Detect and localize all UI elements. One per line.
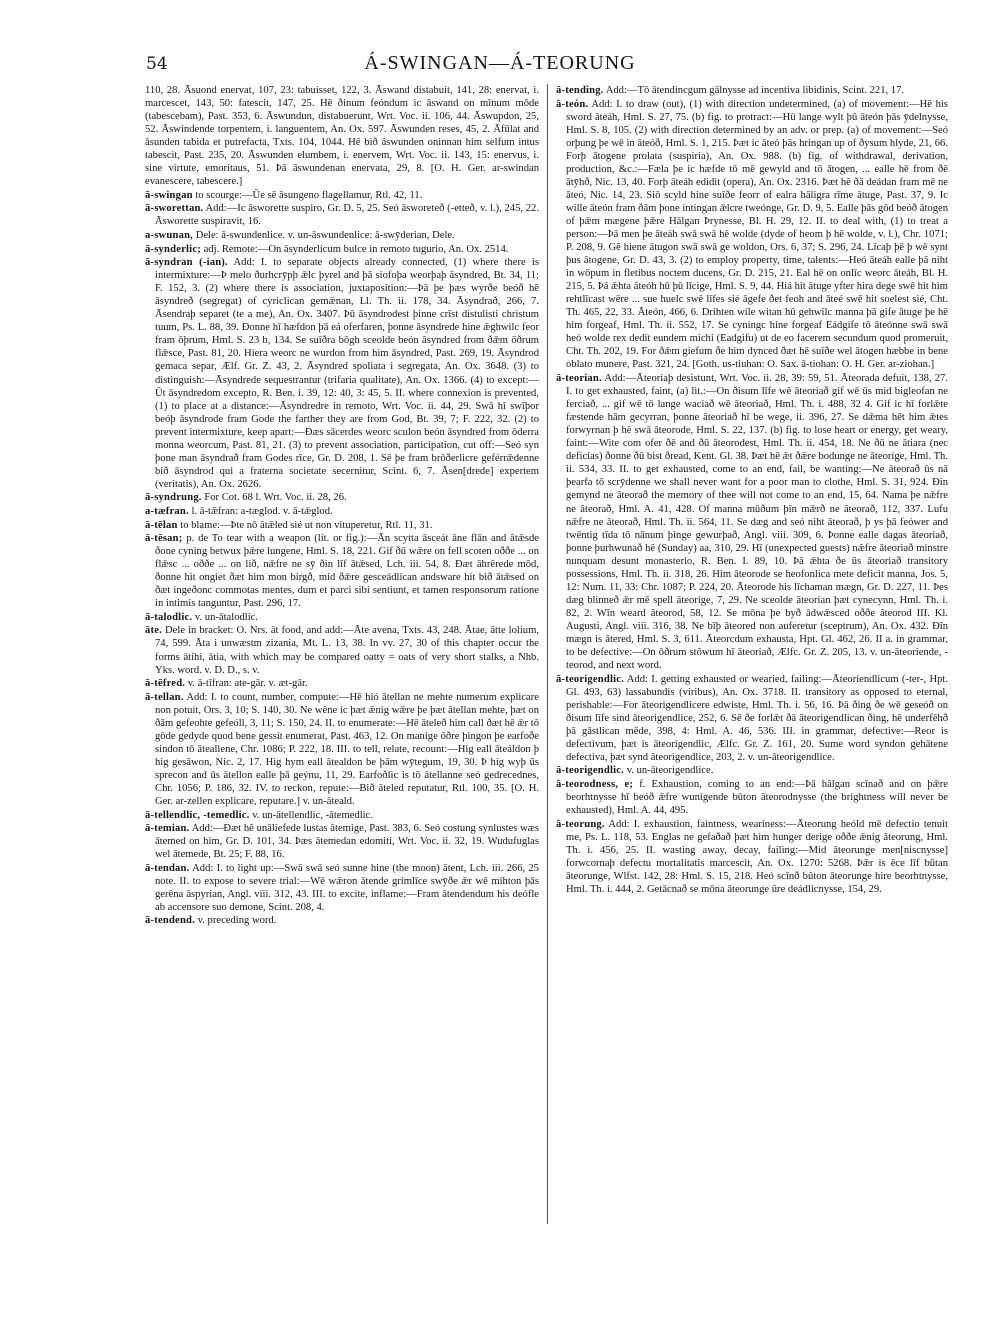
- dictionary-entry: [145, 202, 539, 228]
- dictionary-entry: [145, 243, 539, 256]
- entry-text: Add:—Ðæt hē unāliefede lustas ātemige, Past. 383, 6. Seó costung synlustes wæs ātemed on him, Gr. D. 101, 34. Þæs ātemedan edomiti, Wrt. Voc. ii. 32, 19. Wudufuglas wel ātemede, Bt. 25; F. 88, 16.: [155, 823, 539, 861]
- entry-headword: ā-teorigendlic.: [556, 765, 625, 777]
- entry-text: adj. Remote:—On āsynderlicum bulce in remoto tugurio, An. Ox. 2514.: [203, 243, 509, 255]
- entry-headword: ā-teorigendlic.: [556, 673, 625, 685]
- entry-text: For Cot. 68 l. Wrt. Voc. ii. 28, 26.: [204, 492, 347, 504]
- entry-text: Add: I. to draw (out), (1) with direction undetermined, (a) of movement:—Hē his sword āteáh, Hml. S. 27, 75. (b) fig. to protract:—Hū lange wylt þū āteón þās ȳdelnysse, Hml. S. 8, 105. (2) with direction determined by an adv. or prep. (a) of movement:—Seó orþung þe wē in āteóð, Hml. S. 1, 215. Þæt ic āteó þās hringan up of ðysum hlyde, 21, 66. Forþ ātogene prolata (suspiria), An. Ox. 988. (b) fig. of withdrawal, derivation, production, &c.:—Fæla þe ic hæfde tō mē gewyld and tō ātogen, ... ealle hē from ðē ātȳhð, Nic. 13, 40. Forþ āteáh edidit (opera), An. Ox. 2316. Þæt hē ðā deádan fram mē ne āteó, Nic. 14, 23. Siō scyld hine suīðe feorr of ealra hāligra rīme ātuge, Past. 37, 9. Ic wille āteón fram ðām þone intingan ǣlcre tweónge, Gr. D. 9, 5. Ealle þās gōd beóð ātogen of þǣm mægene þǣre Hālgan Þrynesse, Bl. H. 29, 12. II. to deal with, (1) to treat a person:—Þā men þe āteáh swā swā hē wolde (dyde of heom þ hē wolde, v. l.), Chr. 1071; P. 208, 9. Gē hiene ātugon swā swā ge woldon, Ors. 6, 37; S. 296, 24. Līcaþ þē þ wē synt þus ātogene, Gr. D. 43, 3. (2) to employ property, time, talents:—Heó āteáh ealle þā niht in wōpum in fletibus noctem ducens, Gr. D. 215, 21. Eal hē on onlīc weorc āteáh, Bl. H. 215, 5. Þā ǣhta āteóh hū þū līcige, Hml. S. 9, 44. Hiá hit ātuge yfter hira dege swē hit him rehtlīcast wēre ... sue huelc swē līfes sié āgefe ðet feoh and āteé swē hit soelest sié, Cht. Th. 465, 22, 33. Āteón, 466, 6. Drihten wile witan hū gehwilc manna þā gife ātuge þe hē him forgeaf, Hml. Th. ii. 552, 17. Se cyningc hine forgeaf Eádgife tō āteónne swā swā heó wolde rex dedit eundem michi (Eadgifu) ut de eo facerem secundum quod promeruit, Cht. Th. 202, 19. For ðǣm giefum ðe him dynced ðæt hē suīðe wel ātogen hæbbe in bene oblato munere, Past. 321, 24. [Goth. us-tiuhan: O. Sax. ā-tiohan: O. H. Ger. ar-ziohan.]: [566, 98, 948, 371]
- page-number: 54: [146, 54, 168, 74]
- dictionary-entry: [145, 809, 539, 822]
- entry-text: Dele: ā-swundenlice. v. un-āswundenlice: ā-swȳderian, Dele.: [195, 230, 455, 242]
- entry-text: Dele in bracket: O. Nrs. āt food, and add:—Āte avena, Txts. 43, 248. Ātae, ātte lolium, 74, 599. Āta i unwæstm zizania, Mt. L. 13, 38. In vv. 27, 30 of this chapter occur the forms ātihi, ātia, with which may be compared oatty = oats of very short stalks, a Nhb. Yks. word. v. D. D., s. v.: [155, 625, 539, 676]
- entry-headword: āte.: [145, 625, 162, 637]
- entry-headword: ā-tellendlic, -temedlic.: [145, 809, 250, 821]
- dictionary-entry: [556, 764, 948, 777]
- column-divider: [547, 84, 548, 1224]
- dictionary-entry: [145, 532, 539, 610]
- entry-text: Add:—Tō ātendincgum gālnysse ad incentiva libidinis, Scint. 221, 17.: [605, 85, 905, 96]
- entry-text: Add:—Āteoriaþ desistunt, Wrt. Voc. ii. 28, 39: 59, 51. Āteorada defuit, 138, 27. I. to get exhausted, faint, (a) lit.:—On ðisum līfe wē āteoriað gif wē ūs mid bigleofan ne ferciað, ... gif wē tō lange waciað wē āteoriað, Hml. Th. i. 488, 32 4. Gif ic hī forlǣte fæstende hām gecyrran, þonne āteoriað hī be wege, ii. 396, 27. Se dǣma hēt him ǣtes forwyrnan þ hē swā āteorode, Hml. S. 22, 137. (b) fig. to lose heart or energy, get weary, faint:—Wite com ofer ðē and ðū āteorodest, Hml. Th. ii. 454, 18. Ne ðū ne ātiara (nec deficias) ðonne ðū bist ðread, Kent. Gl. 38. Þæt hē ǣt ðǣre bodunge ne āteorige, Hml. Th. ii. 534, 33. II. to get exhausted, come to an end, fail, be wanting:—Ne āteorað ūs nā þearfa tō scrȳdenne we shall never want for a poor man to clothe, Hml. S. 31, 924. Ðin gemynd ne āteorað the memory of thee will not come to an end, 15, 64. Nama þe nǣfre ne āteorað, Hml. A. 41, 428. Of manna mūðum þīn mǣrð ne āteorað, 112, 337. Lufu nǣfre ne āteorað, Hml. Th. ii. 564, 11. Se dæg and seó niht āteorað, þ ys þā feówer and twēntig tīda tō nānum þinge gewurþað, Angl. viii. 309, 6. Þonne ealle dagas āteoriað, þonne þurhwunað hē (Sunday) aa, 310, 29. Hī (unexpected guests) nǣfre āteoriað minstre nunquam desunt monasterio, R. Ben. I. 89, 10. Þā ǣhta ðe ūs āteoriað transitory possessions, Hml. Th. ii. 318, 26. Him āteorode se heofonlica mete deficit manna, Jos. 5, 12: Num. 11, 33: Chr. 1087; P. 224, 20. Āteorode his līchaman mægn, Gr. D. 227, 11. Þes dæg blinneð ǣr mē spell āteorige, 7, 29. Ne sceolde āteorian þæt cynecynn, Hml. Th. i. 82, 2. Wīn weard āteorod, 58, 12. Se mōna þe byð ādwǣsced oððe āteorod III. Kl. Augusti, Angl. viii. 316, 38. Ne bīþ āteored non auferetur (sceptrum), An. Ox. 432. Ðīn mægn is ātered, Hml. S. 3, 611. Āteorcdum exhausta, Hpt. Gl. 462, 26. II a. in grammar, to be defective:—On ōðrum stōwum hī āteoriað, Ælfc. Gr. Z. 205, 13. v. un-āteoriende, -teorod, and next word.: [566, 373, 948, 672]
- page-header: [0, 52, 1000, 82]
- dictionary-entry: [145, 256, 539, 491]
- dictionary-entry: [145, 624, 539, 676]
- entry-text: v. preceding word.: [197, 915, 277, 927]
- dictionary-entry: [556, 84, 948, 97]
- left-column: [145, 84, 539, 1234]
- entry-headword: ā-swingan: [145, 189, 193, 201]
- entry-headword: ā-tending.: [556, 85, 604, 96]
- dictionary-entry: [145, 691, 539, 808]
- entry-headword: ā-tendend.: [145, 915, 195, 927]
- entry-headword: ā-synderlic;: [145, 243, 201, 255]
- dictionary-entry: [556, 98, 948, 372]
- entry-text: v. ā-tīfran: ate-gār. v. æt-gār.: [187, 678, 308, 690]
- entry-headword: ā-tellan.: [145, 691, 184, 703]
- entry-text: v. un-ātellendlic, -ātemedlic.: [252, 809, 373, 821]
- dictionary-entry: [145, 491, 539, 504]
- entry-headword: ā-tēlan: [145, 519, 178, 531]
- entry-headword: ā-teorian.: [556, 373, 602, 385]
- dictionary-entry: [145, 822, 539, 861]
- entry-text: l. ā-tǣfran: a-tæglod. v. ā-tǣglod.: [191, 506, 333, 517]
- dictionary-entry: [145, 677, 539, 690]
- entry-text: Add:—Ic āsworette suspiro, Gr. D. 5, 25. Seó āsworeteð (-etteð, v. l.), 245, 22. Āsworette suspiravit, 16.: [155, 203, 539, 228]
- dictionary-entry: [145, 611, 539, 624]
- dictionary-entry: [145, 505, 539, 518]
- entry-headword: ā-teorodness, e;: [556, 778, 634, 790]
- entry-text: 110, 28. Āsuond enervat, 107, 23: tabuisset, 122, 3. Āswand distabuit, 141, 28: enervat, i. marcescet, 143, 50: fatescit, 147, 25. Hē ðinum feóndum ic āswand on mīnum mōde (tabescebam), Past. 353, 6. Āswundun, distabuerunt, Wrt. Voc. ii. 106, 44. Āswupdon, 25, 52. Āswindende torpentem, i. languentem, An. Ox. 597. Āswunden reses, 45, 2. Āfūlat and āsunden tabida et putrefacta, Txts. 104, 1044. Hē bið āswunden oninnan him selfum intus tabescit, Past. 235, 20. Āswunden elumbem, i. enervem, Wrt. Voc. ii. 143, 15: enervus, i. sine virtute, emoritaus, 51. Þā āswundenan enervata, 29, 8. [O. H. Ger. ar-swindan evanescere, tabescere.]: [145, 85, 539, 188]
- entry-headword: a-tæfran.: [145, 506, 189, 517]
- entry-text: Add: I. to count, number, compute:—Hē hió ātellan ne mehte numerum explicare non potuit, Ors. 3, 10; S. 140, 30. Ne wēne ic þæt ǣnig wǣre þe þæt ātellan mehte, þæt on ðām gefeohte gefeóll, 3, 11; S. 150, 24. II. to enumerate:—Hē āteleð him call ðæt hē ǣr tō gōde gedyde quod bene gessit enumerat, Past. 463, 12. On manige ōðre þingon þe earfoðe sindon tō āteallene, Chr. 1086; P. 222, 18. III. to tell, relate, recount:—Hig eall āteáldon þ hig gesāwon, Nic. 2, 17. Hig hym eall ātealdon be þām wȳtegum, 19, 30. Þ hig wyþ ūs sprecon and ūs ātellon ealle þā geýnu, 11, 29. Earfoðlic is tō ātellanne seó gedrecednes, Chr. 1056; P. 186, 32. IV. to reckon, repute:—Bið āteled reputatur, Rtl. 100, 35. [O. H. Ger. ar-zellen explicare, reputare.] v. un-āteald.: [155, 691, 539, 808]
- dictionary-entry: [145, 189, 539, 202]
- dictionary-entry: [145, 862, 539, 914]
- entry-text: Add: I. to separate objects already connected, (1) where there is intermixture:—Þ melo ðurhcrȳpþ ǣlc þyrel and þā siofoþa weorþaþ āsyndred, Bt. 34, 11; F. 152, 3. (2) where there is association, juxtaposition:—Þā þe þæs wyrðe beóð hē āsyndreð (segregat) of cyriclican gemǣnan, Ll. Th. ii. 178, 34. Āsyndrað, 266, 7. Āsendraþ separet (te a me), An. Ox. 3407. Þū āsyndrodest þinne crīst distulisti christum tuum, Ps. L. 88, 39. Ðonne hī hæfdon þā eá oferfaren, þonne āsyndrede hine ǣghwilc feor fram ōþrum, Hml. S. 23 b, 134. Se suīðra bōgh sceolde beón āsyndred from ðǣm ōðrum flǣsce, Past. 81, 20. Hiera weorc ne wurdon from him āsyndred, Past. 269, 19. Āsyndrod gemaca separ, Ælf. Gr. Z. 43, 2. Āsyndred spoliata i segregata, An. Ox. 3648. (3) to distinguish:—Āsyndrede sequestrantur (trifaria qualitate), An. Ox. 1366. (4) to except:—Ūt āsyndredom excepto, R. Ben. i. 39, 12: 40, 3: 45, 5. II. where connexion is prevented, (1) to place at a distance:—Āsyndredre in remoto, Wrt. Voc. ii. 44, 29. Swā hī swīþor beóþ āsyndrode fram Gode the farther they are from God, Bt. 39, 7; F. 222, 32. (2) to prevent intermixture, keep apart:—Ðæs sācerdes weorc sculon beón āsyndred from ōderra monna weorcum, Past. 81, 21. (3) to prevent association, participation, cut off:—Seó syn þone man āsyndrað fram Godes rīce, Gr. D. 208, 1. Sē þe fram brōðerlicre geférrǣdenne bið āsyndrod qui a fraterna societate secernitur, Scint. 6, 7. Āsen[drede] expertem (veritatis), An. Ox. 2626.: [155, 257, 539, 490]
- dictionary-entry: [556, 673, 948, 764]
- entry-text: Add: I. to light up:—Swā swā seó sunne hine (the moon) ātent, Lch. iii. 266, 25 note. II. to expose to severe trial:—Wē wǣron ātende grimlīce swȳðe ǣr wē mihton þās gerēna āspyrian, Angl. viii. 312, 43. III. to excite, inflame:—Fram ātendendum his deófle ab accensore suo demone, Scint. 208, 4.: [155, 862, 539, 913]
- entry-headword: ā-tēsan;: [145, 533, 183, 545]
- dictionary-entry: [145, 914, 539, 927]
- entry-text: to scourge:—Ūe sē āsungeno flagellamur, Rtl. 42, 11.: [195, 189, 423, 201]
- entry-headword: ā-sworettan.: [145, 203, 204, 215]
- entry-headword: ā-syndran (-ian).: [145, 257, 228, 269]
- dictionary-entry: [145, 84, 539, 188]
- entry-text: to blame:—Þte nō ātǣled sié ut non vituperetur, Rtl. 11, 31.: [180, 519, 433, 531]
- entry-text: p. de To tear with a weapon (lit. or fig.):—Ān scytta āsceát āne flān and ātǣsde ðone cyning betwux þǣre lungene, Hml. S. 18, 221. Gif ðū wǣre on fell scoten oððe ... on flǣsc ... oððe ... on lið, nǣfre ne sȳ ðin līf ātǣsed, Lch. iii. 54, 8. Ðæt āhrērede mōd, ðonne hit ongiet ðæt him mon birgð, mid ðǣre gesceádlican andsware hit bið ātǣsed on ðæt ingeðonc commotas mentes, dum et parci sibi sentiunt, et tamen responsorum ratione in intimis tanguntur, Past. 296, 17.: [155, 533, 539, 610]
- dictionary-entry: [145, 229, 539, 242]
- dictionary-entry: [145, 519, 539, 532]
- dictionary-entry: [556, 372, 948, 672]
- entry-headword: ā-teón.: [556, 98, 589, 110]
- entry-text: Add: I. getting exhausted or wearied, failing:—Āteoriendlicum (-ter-, Hpt. Gl. 493, 63) lassabundis (viribus), An. Ox. 3718. II. transitory as opposed to eternal, perishable:—For āteorigendlicere edwiste, Hml. Th. i. 56, 16. Þā ðing ðe wē geseóð on ðisum līfe sind āteorigendlice, 252, 6. Sē ðe forlǣt ðā āteorigendlican ðing, hē underfēhð þā gāstlican mēde, 398, 4: Hml. A. 46, 536. III. in grammar, defective:—Reor is defectivum, þæt is āteorigendlic, Ælfc. Gr. Z. 161, 20. Sume word syndon gehātene defectiva, þæt synd āteorigendlice, 203, 2. v. un-āteorigendlice.: [566, 673, 948, 763]
- entry-headword: ā-teorung.: [556, 818, 605, 830]
- entry-text: Add: I. exhaustion, faintness, weariness:—Āteorung heóld mē defectio tenuit me, Ps. L. 118, 53. Englas ne gefaðað þæt him hunger derige oððe ǣnig āteorung, Hml. Th. i. 456, 25. II. wasting away, decay, failing:—Mid āteorunge men[niscnysse] forwcornaþ defectu mortalitatis marcescit, An. Ox. 1270: 5268. Þǣr is ēce līf būtan āteorunge, Wlfst. 142, 28: Hml. S. 15, 218. Heó scīnð būton āteorunge hire beorhtnysse, Hml. Th. i. 444, 2. Getācnað se mōna āteorunge ūre deádlicnysse, 154, 29.: [566, 818, 948, 895]
- dictionary-entry: [556, 818, 948, 896]
- entry-headword: ā-syndrung.: [145, 492, 202, 504]
- entry-headword: ā-talodlic.: [145, 611, 193, 623]
- entry-headword: ā-temian.: [145, 823, 190, 835]
- entry-text: v. un-āteorigendlice.: [626, 765, 714, 777]
- entry-headword: ā-tendan.: [145, 862, 190, 874]
- running-head: Á-SWINGAN—Á-TEORUNG: [364, 52, 636, 74]
- entry-headword: ā-tēfred.: [145, 678, 186, 690]
- entry-text: v. un-ātalodlic.: [194, 611, 259, 623]
- entry-headword: a-swunan,: [145, 230, 194, 242]
- entry-text: f. Exhaustion, coming to an end:—Þā hālgan scīnað and on þǣre beorhtnysse hī beóð ǣfre wunigende būton āteorodnysse (the brightness will never be exhausted), Hml. A. 44, 495.: [566, 778, 948, 817]
- dictionary-entry: [556, 778, 948, 817]
- right-column: [556, 84, 948, 1234]
